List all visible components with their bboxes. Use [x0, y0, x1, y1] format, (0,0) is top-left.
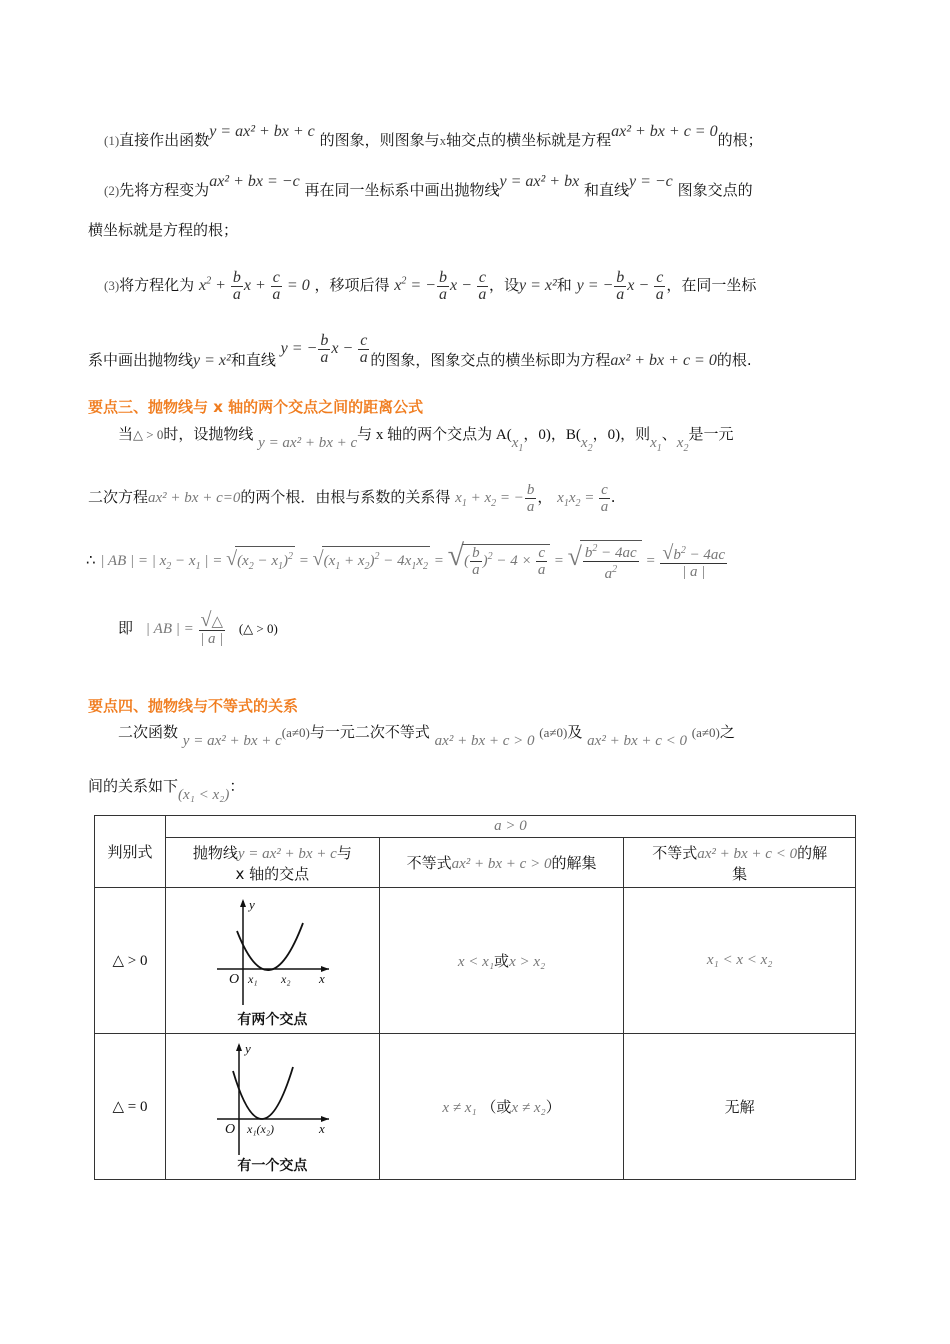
text: 先将方程变为 [119, 181, 210, 199]
text: 当 [118, 425, 134, 443]
text: x [439, 133, 447, 148]
distance-formula: | AB | = $\frac{√\triangle}{| a |}$ [145, 609, 224, 647]
svg-text:O: O [229, 971, 240, 987]
graph-caption: 有两个交点 [237, 1011, 308, 1028]
formula: y = ax² + bx [499, 173, 580, 190]
section-4-heading: 要点四、抛物线与不等式的关系 [88, 697, 299, 715]
formula-line: y = − $\frac{b}{a}$ x − $\frac{c}{a}$ [576, 269, 664, 303]
text: 二次方程 [88, 487, 149, 506]
discriminant-cell: △ > 0 [95, 888, 166, 1034]
method-2-line [104, 173, 753, 201]
text: ） [545, 1098, 561, 1116]
lt-solution-cell: 无解 [624, 1034, 856, 1180]
method-3-line [104, 270, 756, 303]
text: 及 [567, 723, 583, 741]
text: x 轴的交点 [235, 864, 310, 883]
formula: x ≠ x₂ [511, 1100, 546, 1116]
text: 横坐标就是方程的根； [88, 221, 239, 239]
text: 的根； [717, 131, 763, 149]
derivation-formula: | AB | = | $x_2 - x_1$ | = $√(x_2 - x_1)^2 = √(x_1 + x_2)^2 - 4x_1x_2$ = √( $\frac{b}{a}$ )$^2$ − 4 × $\frac{c}{a}$ = √ $\frac{b^2 - 4ac}{a^2}$ = $\frac{√b^2 - 4ac}{| a |}$ [100, 538, 726, 582]
text: 即 [118, 618, 134, 637]
formula: x > x₂ [509, 954, 546, 970]
distance-formula-line [118, 609, 278, 647]
method-2-number: (2) [104, 183, 120, 198]
text: 再在同一坐标系中画出抛物线 [304, 181, 500, 199]
text: 图象交点的 [677, 181, 753, 199]
text: ，0)，B( [523, 427, 581, 443]
method-1-number: (1) [104, 133, 120, 148]
header-gt-solution [379, 838, 624, 888]
svg-text:y: y [249, 896, 256, 912]
delta-condition: △ > 0 [133, 427, 164, 442]
formula: ax² + bx + c > 0 [451, 856, 552, 872]
formula-equation: ax² + bx + c = 0 [611, 123, 718, 140]
svg-text:O: O [225, 1121, 236, 1137]
text: 抛物线 [192, 843, 238, 862]
text: 系中画出抛物线 [88, 351, 194, 370]
therefore-symbol: ∴ [86, 550, 96, 569]
x2: $x_2$ [580, 435, 593, 454]
gt-solution-cell [379, 888, 624, 1034]
formula: ax² + bx + c < 0 [587, 733, 688, 749]
text: 不等式 [406, 854, 452, 872]
text: 集 [732, 864, 748, 883]
svg-text:x₂: x₂ [281, 971, 291, 986]
a-nonzero: (a≠0) [281, 725, 310, 740]
delta-condition: (△ > 0) [238, 620, 278, 636]
a-nonzero: (a≠0) [691, 725, 720, 740]
text: 、 [661, 425, 677, 443]
section-4-line-2 [88, 776, 245, 803]
text: 的图象，则图象与 [319, 131, 440, 149]
text: ，在同一坐标 [666, 276, 757, 295]
formula: ax² + bx + c=0 [148, 489, 241, 506]
formula: y = −c [628, 173, 673, 190]
formula-moved: $x^2$ = − $\frac{b}{a}$ x − $\frac{c}{a}$ [394, 269, 487, 303]
text: 轴交点的横坐标就是方程 [446, 131, 612, 149]
text: 是一元 [688, 425, 734, 443]
section-4-line-1 [118, 722, 735, 749]
formula: ax² + bx + c = 0 [610, 352, 717, 370]
formula-normalized: $x^2$ + $\frac{b}{a}$ x + $\frac{c}{a}$ = 0 [198, 269, 310, 303]
svg-text:x₁: x₁ [248, 971, 258, 986]
vieta-product: $x_1x_2$ = $\frac{c}{a}$ [557, 482, 609, 515]
method-2-line-2 [88, 220, 238, 240]
text: 二次函数 [118, 723, 179, 741]
parabola-two-roots-graph [207, 893, 337, 1013]
method-3-number: (3) [104, 278, 120, 294]
text: 的两个根．由根与系数的关系得 [240, 487, 451, 506]
formula: y = x² [193, 352, 231, 370]
formula: (x₁ < x₂) [178, 787, 230, 803]
distance-derivation [86, 540, 728, 582]
text: 时，设抛物线 [163, 425, 254, 443]
section-3-line-1 [118, 424, 734, 454]
graph-cell [165, 888, 379, 1034]
table-row [95, 1034, 856, 1180]
method-3-line-2 [88, 332, 752, 378]
text: （或 [481, 1098, 512, 1116]
svg-text:x: x [319, 1120, 326, 1136]
table-row [95, 888, 856, 1034]
text: 的根. [716, 351, 752, 370]
text: 的图象，图象交点的横坐标即为方程 [370, 351, 611, 370]
formula: y = ax² + bx + c [182, 733, 282, 749]
formula-line: y = − $\frac{b}{a}$ x − $\frac{c}{a}$ [280, 332, 368, 366]
graph-cell [165, 1034, 379, 1180]
text: 的解 [797, 843, 828, 862]
header-lt-solution [624, 838, 856, 888]
text: 与 x 轴的两个交点为 A( [357, 427, 512, 443]
formula: ax² + bx = −c [209, 173, 300, 190]
formula-parabola: y = ax² + bx + c [209, 123, 315, 140]
vieta-sum: $x_1 + x_2$ = − $\frac{b}{a}$ [455, 482, 535, 515]
section-3-heading: 要点三、抛物线与 x 轴的两个交点之间的距离公式 [88, 398, 424, 416]
header-discriminant: 判别式 [95, 816, 166, 888]
text: 和直线 [583, 181, 629, 199]
graph-caption: 有一个交点 [237, 1157, 308, 1174]
text: 与 [336, 843, 352, 862]
text: 之 [719, 723, 735, 741]
formula: ax² + bx + c < 0 [697, 845, 798, 862]
header-intersection [165, 838, 379, 888]
text: ，移项后得 [314, 276, 390, 295]
header-a-positive: a > 0 [165, 816, 855, 838]
text: 和直线 [230, 351, 276, 370]
x2: $x_2$ [676, 435, 689, 454]
text: 不等式 [652, 843, 698, 862]
method-1-line [104, 123, 763, 151]
text: 或 [494, 952, 510, 970]
text: 间的关系如下 [88, 777, 179, 795]
formula: y = x² [519, 277, 557, 295]
svg-text:x: x [319, 970, 326, 986]
svg-text:x₁(x₂): x₁(x₂) [247, 1121, 275, 1136]
text: 的解集 [551, 854, 597, 872]
formula: x ≠ x₁ [442, 1100, 477, 1116]
text: 与一元二次不等式 [309, 723, 430, 741]
parabola-inequality-table [94, 815, 856, 1180]
text: 和 [556, 276, 572, 295]
text: ，设 [488, 276, 519, 295]
formula: x < x₁ [457, 954, 495, 970]
formula: ax² + bx + c > 0 [434, 733, 535, 749]
text: ，0)，则 [592, 427, 651, 443]
formula: y = ax² + bx + c [258, 435, 358, 451]
section-3-line-2: 二次方程ax² + bx + c=0的两个根．由根与系数的关系得 $x_1 + x_2$ = − $\frac{b}{a}$ ， $x_1x_2$ = $\frac{c}{a}$ . [88, 482, 616, 515]
lt-solution-cell: x₁ < x < x₂ [624, 888, 856, 1034]
text: 将方程化为 [119, 276, 195, 295]
discriminant-cell: △ = 0 [95, 1034, 166, 1180]
x1: $x_1$ [650, 435, 662, 454]
text: ： [229, 777, 245, 795]
text: 直接作出函数 [119, 131, 210, 149]
x1: $x_1$ [511, 435, 524, 454]
svg-text:y: y [245, 1040, 252, 1056]
formula: y = ax² + bx + c [237, 845, 337, 862]
parabola-one-root-graph [207, 1039, 337, 1159]
gt-solution-cell [379, 1034, 624, 1180]
a-nonzero: (a≠0) [539, 725, 568, 740]
